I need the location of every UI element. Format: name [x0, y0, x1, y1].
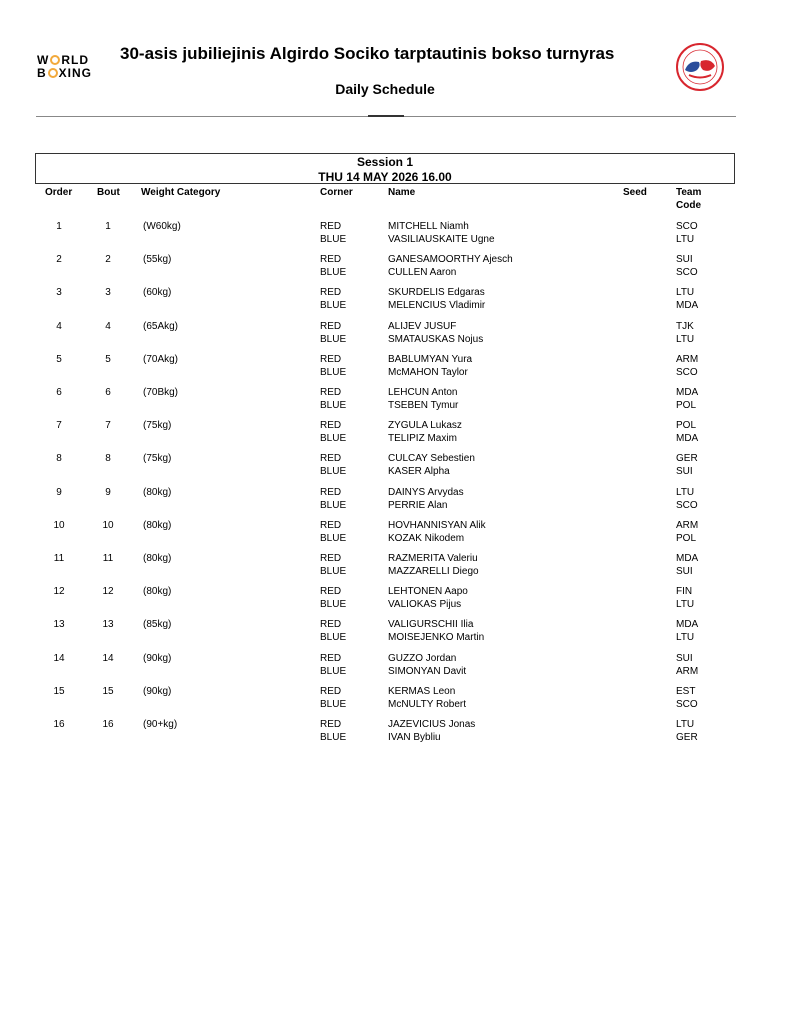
blue-corner-label: BLUE [320, 267, 347, 278]
blue-corner-label: BLUE [320, 566, 347, 577]
blue-team-code: SUI [676, 566, 693, 577]
red-boxer-name: JAZEVICIUS Jonas [388, 719, 476, 730]
page-title: 30-asis jubiliejinis Algirdo Sociko tarptautinis bokso turnyras [120, 44, 615, 63]
red-boxer-name: LEHTONEN Aapo [388, 586, 468, 597]
bout-row [0, 253, 791, 283]
bout-order: 16 [53, 719, 65, 730]
blue-team-code: SCO [676, 500, 698, 511]
bout-row [0, 353, 791, 383]
blue-boxer-name: VALIOKAS Pijus [388, 599, 462, 610]
weight-category: (85kg) [143, 619, 172, 630]
bout-number: 12 [102, 586, 114, 597]
weight-category: (90kg) [143, 653, 172, 664]
red-boxer-name: GUZZO Jordan [388, 653, 457, 664]
weight-category: (80kg) [143, 520, 172, 531]
red-corner-label: RED [320, 254, 342, 265]
red-team-code: SUI [676, 653, 693, 664]
red-boxer-name: VALIGURSCHII Ilia [388, 619, 474, 630]
weight-category: (W60kg) [143, 221, 181, 232]
blue-team-code: SCO [676, 699, 698, 710]
world-boxing-logo [37, 54, 111, 82]
bout-number: 6 [105, 387, 111, 398]
bout-order: 13 [53, 619, 65, 630]
blue-corner-label: BLUE [320, 632, 347, 643]
red-team-code: SUI [676, 254, 693, 265]
bout-number: 16 [102, 719, 114, 730]
logo-letter: W [37, 53, 50, 67]
logo-letter: B [37, 66, 47, 80]
bout-row [0, 552, 791, 582]
weight-category: (75kg) [143, 453, 172, 464]
red-team-code: MDA [676, 619, 699, 630]
red-team-code: GER [676, 453, 698, 464]
bout-row [0, 452, 791, 482]
red-boxer-name: KERMAS Leon [388, 686, 456, 697]
blue-boxer-name: PERRIE Alan [388, 500, 448, 511]
red-boxer-name: CULCAY Sebestien [388, 453, 475, 464]
blue-boxer-name: SIMONYAN Davit [388, 666, 467, 677]
weight-category: (65Akg) [143, 321, 179, 332]
red-team-code: SCO [676, 221, 698, 232]
bout-row [0, 652, 791, 682]
blue-team-code: MDA [676, 300, 699, 311]
bout-number: 13 [102, 619, 114, 630]
blue-corner-label: BLUE [320, 367, 347, 378]
blue-boxer-name: MOISEJENKO Martin [388, 632, 485, 643]
column-header-corner: Corner [320, 187, 353, 198]
red-boxer-name: GANESAMOORTHY Ajesch [388, 254, 513, 265]
red-boxer-name: RAZMERITA Valeriu [388, 553, 478, 564]
bout-order: 12 [53, 586, 65, 597]
blue-corner-label: BLUE [320, 433, 347, 444]
bout-number: 14 [102, 653, 114, 664]
blue-team-code: LTU [676, 334, 695, 345]
red-team-code: MDA [676, 553, 699, 564]
bout-order: 5 [56, 354, 62, 365]
column-header-bout: Bout [97, 187, 120, 198]
bout-order: 1 [56, 221, 62, 232]
bout-number: 10 [102, 520, 114, 531]
red-corner-label: RED [320, 653, 342, 664]
session-title: Session 1 [356, 155, 414, 169]
red-team-code: POL [676, 420, 697, 431]
blue-team-code: MDA [676, 433, 699, 444]
red-team-code: EST [676, 686, 696, 697]
bout-number: 3 [105, 287, 111, 298]
red-corner-label: RED [320, 686, 342, 697]
ring-icon [50, 55, 60, 65]
red-boxer-name: LEHCUN Anton [388, 387, 458, 398]
column-header-name: Name [388, 187, 416, 198]
red-corner-label: RED [320, 221, 342, 232]
session-date: THU 14 MAY 2026 16.00 [318, 170, 452, 184]
bout-row [0, 585, 791, 615]
bout-number: 2 [105, 254, 111, 265]
column-header-team [676, 186, 716, 212]
column-header-weight: Weight Category [141, 187, 221, 198]
bout-number: 8 [105, 453, 111, 464]
column-header-team-line2: Code [676, 200, 701, 211]
bout-row [0, 286, 791, 316]
blue-corner-label: BLUE [320, 466, 347, 477]
red-corner-label: RED [320, 287, 342, 298]
bout-number: 11 [102, 553, 114, 564]
bout-order: 3 [56, 287, 62, 298]
red-team-code: ARM [676, 520, 699, 531]
red-corner-label: RED [320, 586, 342, 597]
bout-order: 6 [56, 387, 62, 398]
blue-team-code: POL [676, 533, 697, 544]
bout-row [0, 486, 791, 516]
bout-number: 7 [105, 420, 111, 431]
bout-order: 10 [53, 520, 65, 531]
blue-corner-label: BLUE [320, 666, 347, 677]
bout-row [0, 718, 791, 748]
bout-number: 5 [105, 354, 111, 365]
blue-boxer-name: MELENCIUS Vladimir [388, 300, 486, 311]
blue-boxer-name: CULLEN Aaron [388, 267, 457, 278]
weight-category: (75kg) [143, 420, 172, 431]
header-divider-mark [368, 115, 404, 117]
blue-boxer-name: KASER Alpha [388, 466, 450, 477]
red-boxer-name: BABLUMYAN Yura [388, 354, 473, 365]
column-header-order: Order [45, 187, 73, 198]
red-corner-label: RED [320, 619, 342, 630]
red-boxer-name: SKURDELIS Edgaras [388, 287, 485, 298]
red-corner-label: RED [320, 719, 342, 730]
red-corner-label: RED [320, 321, 342, 332]
bout-row [0, 419, 791, 449]
blue-corner-label: BLUE [320, 234, 347, 245]
blue-boxer-name: TELIPIZ Maxim [388, 433, 457, 444]
red-corner-label: RED [320, 553, 342, 564]
weight-category: (70Akg) [143, 354, 179, 365]
blue-boxer-name: McNULTY Robert [388, 699, 466, 710]
red-corner-label: RED [320, 354, 342, 365]
blue-corner-label: BLUE [320, 400, 347, 411]
red-corner-label: RED [320, 420, 342, 431]
bout-row [0, 519, 791, 549]
red-boxer-name: MITCHELL Niamh [388, 221, 469, 232]
blue-team-code: SCO [676, 267, 698, 278]
bout-row [0, 320, 791, 350]
bout-number: 1 [105, 221, 111, 232]
blue-team-code: LTU [676, 234, 695, 245]
red-team-code: ARM [676, 354, 699, 365]
session-box [35, 153, 735, 184]
blue-team-code: LTU [676, 599, 695, 610]
red-boxer-name: ALIJEV JUSUF [388, 321, 457, 332]
bout-order: 9 [56, 487, 62, 498]
bout-number: 9 [105, 487, 111, 498]
red-team-code: LTU [676, 287, 695, 298]
red-corner-label: RED [320, 487, 342, 498]
weight-category: (60kg) [143, 287, 172, 298]
page-subtitle: Daily Schedule [335, 81, 435, 97]
logo-text: XING [58, 66, 93, 80]
blue-corner-label: BLUE [320, 732, 347, 743]
blue-team-code: ARM [676, 666, 699, 677]
weight-category: (80kg) [143, 487, 172, 498]
blue-boxer-name: MAZZARELLI Diego [388, 566, 479, 577]
logo-text: RLD [61, 53, 89, 67]
weight-category: (80kg) [143, 586, 172, 597]
red-boxer-name: HOVHANNISYAN Alik [388, 520, 486, 531]
blue-team-code: SCO [676, 367, 698, 378]
weight-category: (70Bkg) [143, 387, 179, 398]
blue-team-code: POL [676, 400, 697, 411]
bout-number: 15 [102, 686, 114, 697]
blue-team-code: LTU [676, 632, 695, 643]
blue-team-code: GER [676, 732, 698, 743]
bout-row [0, 386, 791, 416]
blue-boxer-name: McMAHON Taylor [388, 367, 468, 378]
bout-order: 2 [56, 254, 62, 265]
red-team-code: FIN [676, 586, 693, 597]
blue-corner-label: BLUE [320, 300, 347, 311]
bout-order: 11 [53, 553, 65, 564]
blue-boxer-name: IVAN Bybliu [388, 732, 441, 743]
blue-corner-label: BLUE [320, 334, 347, 345]
weight-category: (90kg) [143, 686, 172, 697]
blue-corner-label: BLUE [320, 533, 347, 544]
blue-corner-label: BLUE [320, 500, 347, 511]
column-header-team-line1: Team [676, 187, 702, 198]
bout-row [0, 618, 791, 648]
bout-row [0, 685, 791, 715]
bout-order: 15 [53, 686, 65, 697]
bout-order: 8 [56, 453, 62, 464]
red-corner-label: RED [320, 453, 342, 464]
red-team-code: LTU [676, 719, 695, 730]
blue-team-code: SUI [676, 466, 693, 477]
bout-number: 4 [105, 321, 111, 332]
weight-category: (80kg) [143, 553, 172, 564]
blue-corner-label: BLUE [320, 599, 347, 610]
ring-icon [48, 68, 58, 78]
bout-order: 7 [56, 420, 62, 431]
bout-order: 14 [53, 653, 65, 664]
red-team-code: MDA [676, 387, 699, 398]
red-team-code: TJK [676, 321, 694, 332]
blue-corner-label: BLUE [320, 699, 347, 710]
bout-row [0, 220, 791, 250]
blue-boxer-name: SMATAUSKAS Nojus [388, 334, 484, 345]
column-header-seed: Seed [623, 187, 647, 198]
red-corner-label: RED [320, 387, 342, 398]
red-team-code: LTU [676, 487, 695, 498]
red-corner-label: RED [320, 520, 342, 531]
bout-order: 4 [56, 321, 62, 332]
blue-boxer-name: VASILIAUSKAITE Ugne [388, 234, 495, 245]
blue-boxer-name: TSEBEN Tymur [388, 400, 459, 411]
blue-boxer-name: KOZAK Nikodem [388, 533, 465, 544]
weight-category: (90+kg) [143, 719, 178, 730]
weight-category: (55kg) [143, 254, 172, 265]
red-boxer-name: ZYGULA Lukasz [388, 420, 462, 431]
red-boxer-name: DAINYS Arvydas [388, 487, 464, 498]
